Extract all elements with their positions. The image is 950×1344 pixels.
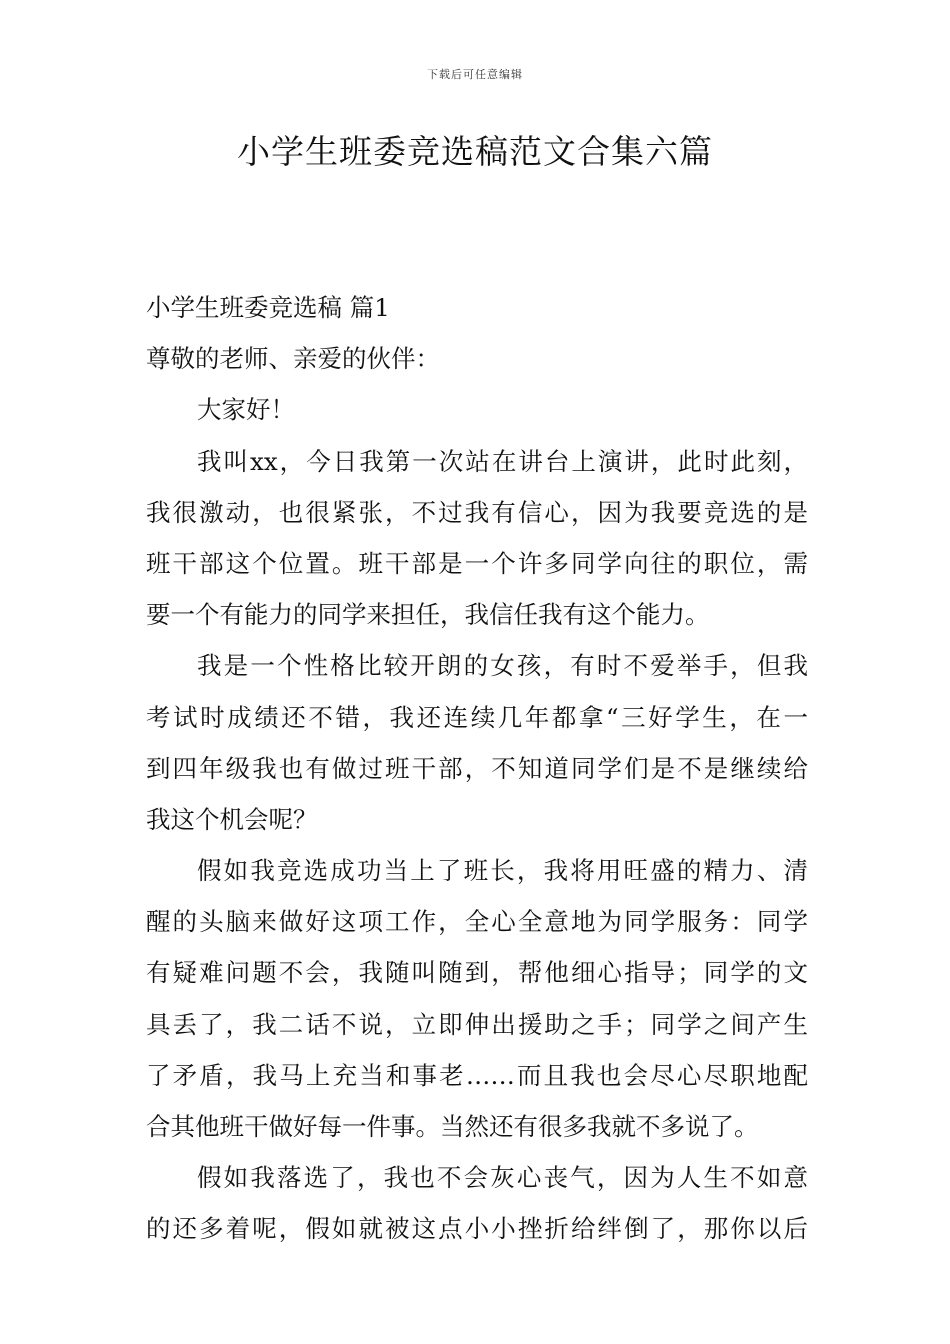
paragraph-line: 假如我落选了，我也不会灰心丧气，因为人生不如意 (197, 1163, 808, 1193)
document-title: 小学生班委竞选稿范文合集六篇 (237, 132, 713, 171)
paragraph-line: 班干部这个位置。班干部是一个许多同学向往的职位，需 (146, 548, 808, 578)
paragraph-line: 有疑难问题不会，我随叫随到，帮他细心指导；同学的文 (146, 958, 808, 988)
salutation: 尊敬的老师、亲爱的伙伴： (146, 344, 440, 374)
section-heading: 小学生班委竞选稿 篇1 (146, 293, 390, 322)
paragraph-line: 我这个机会呢？ (146, 804, 318, 834)
paragraph-line: 我叫xx，今日我第一次站在讲台上演讲，此时此刻， (197, 446, 808, 476)
paragraph-line: 合其他班干做好每一件事。当然还有很多我就不多说了。 (146, 1112, 759, 1141)
paragraph-line: 了矛盾，我马上充当和事老……而且我也会尽心尽职地配 (146, 1060, 808, 1090)
paragraph-line: 假如我竞选成功当上了班长，我将用旺盛的精力、清 (197, 856, 808, 886)
paragraph-line: 我是一个性格比较开朗的女孩，有时不爱举手，但我 (197, 651, 808, 681)
paragraph-line: 具丢了，我二话不说，立即伸出援助之手；同学之间产生 (146, 1009, 808, 1039)
paragraph-line: 要一个有能力的同学来担任，我信任我有这个能力。 (146, 600, 710, 630)
paragraph-line: 我很激动，也很紧张，不过我有信心，因为我要竞选的是 (146, 497, 808, 527)
paragraph-line: 考试时成绩还不错，我还连续几年都拿“三好学生，在一 (146, 702, 808, 732)
document-body (146, 282, 808, 1255)
header-note: 下载后可任意编辑 (427, 68, 523, 81)
greeting: 大家好！ (197, 395, 295, 425)
paragraph-line: 的还多着呢，假如就被这点小小挫折给绊倒了，那你以后 (146, 1214, 808, 1244)
paragraph-line: 醒的头脑来做好这项工作，全心全意地为同学服务：同学 (146, 907, 808, 937)
paragraph-line: 到四年级我也有做过班干部，不知道同学们是不是继续给 (146, 753, 808, 783)
